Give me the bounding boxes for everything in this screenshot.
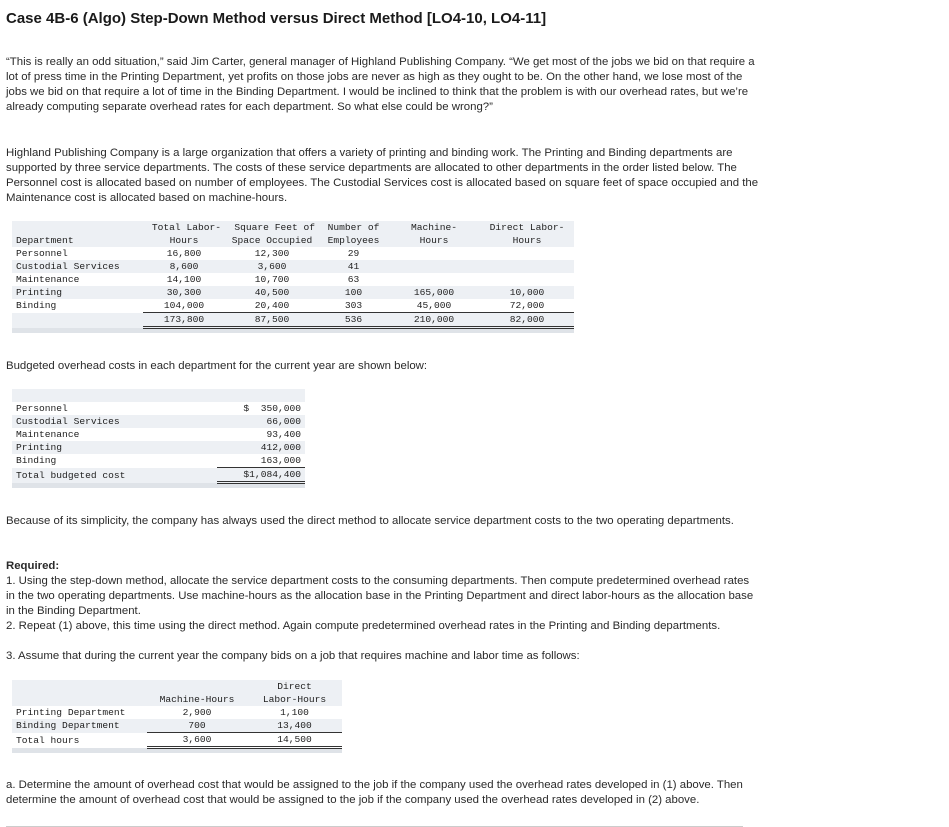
direct-labor-cell bbox=[480, 260, 574, 273]
totals-row bbox=[12, 733, 342, 748]
required-heading: Required: bbox=[6, 560, 60, 572]
header-cell: Department bbox=[12, 234, 143, 247]
budget-value: 66,000 bbox=[217, 415, 305, 428]
budget-label: Maintenance bbox=[16, 429, 80, 440]
machine-hours-cell bbox=[388, 273, 480, 286]
employees-cell: 29 bbox=[347, 248, 360, 259]
table-row bbox=[12, 299, 574, 313]
direct-labor-cell: 10,000 bbox=[480, 286, 574, 299]
table-row bbox=[12, 428, 305, 441]
total-employees: 536 bbox=[319, 313, 388, 328]
budget-total-label: Total budgeted cost bbox=[12, 468, 217, 483]
budget-label: Personnel bbox=[16, 403, 68, 414]
header-cell: Space Occupied bbox=[225, 234, 319, 247]
table-row bbox=[12, 402, 305, 415]
header-cell: Hours bbox=[480, 234, 574, 247]
machine-hours-cell: 45,000 bbox=[388, 299, 480, 313]
header-cell: Labor-Hours bbox=[247, 693, 342, 706]
dept-label: Binding bbox=[16, 300, 57, 312]
budget-value: 163,000 bbox=[217, 454, 305, 468]
table-row bbox=[12, 247, 574, 260]
header-top-cell: Direct Labor- bbox=[480, 221, 574, 234]
direct-labor-cell: 72,000 bbox=[480, 299, 574, 313]
header-top-cell: Direct bbox=[247, 680, 342, 693]
sqft-cell: 20,400 bbox=[225, 299, 319, 313]
employees-cell: 63 bbox=[347, 274, 360, 285]
machine-hours-cell bbox=[388, 260, 480, 273]
job-label: Printing Department bbox=[16, 707, 126, 718]
required-2: 2. Repeat (1) above, this time using the direct method. Again compute predetermined overhead rates in the Printing and Binding departments. bbox=[6, 620, 721, 632]
table-row bbox=[12, 441, 305, 454]
budget-intro: Budgeted overhead costs in each department for the current year are shown below: bbox=[6, 360, 428, 372]
direct-method-note: Because of its simplicity, the company has always used the direct method to allocate service department costs to the two operating departments. bbox=[6, 515, 734, 527]
dept-label: Personnel bbox=[16, 248, 68, 259]
header-top-cell: Number of bbox=[319, 221, 388, 234]
header-top-cell: Total Labor- bbox=[143, 221, 225, 234]
total-machine-hours: 210,000 bbox=[388, 313, 480, 328]
table-row bbox=[12, 415, 305, 428]
job-total-machine-hours: 3,600 bbox=[147, 733, 247, 748]
header-cell: Employees bbox=[319, 234, 388, 247]
table-row bbox=[12, 273, 574, 286]
table-row bbox=[12, 260, 574, 273]
job-total-labor-hours: 14,500 bbox=[247, 733, 342, 748]
department-data-table bbox=[12, 221, 574, 333]
job-label: Binding Department bbox=[12, 719, 147, 733]
budget-label: Binding bbox=[16, 455, 57, 467]
header-top-cell: Square Feet of bbox=[225, 221, 319, 234]
employees-cell: 303 bbox=[319, 299, 388, 313]
dept-label: Printing bbox=[12, 286, 143, 299]
labor-hours-cell: 104,000 bbox=[143, 299, 225, 313]
budget-value: 412,000 bbox=[217, 441, 305, 454]
header-cell: Hours bbox=[143, 234, 225, 247]
table-row bbox=[12, 719, 342, 733]
job-total-label: Total hours bbox=[16, 734, 80, 746]
part-a: a. Determine the amount of overhead cost that would be assigned to the job if the company used the overhead rates developed in (1) above. Then determine the amount of overhead cost that would be assigned to the job if the company used the overhead rates developed in (2) above. bbox=[6, 779, 743, 806]
machine-hours-cell bbox=[388, 247, 480, 260]
job-hours-table bbox=[12, 680, 342, 753]
table-row bbox=[12, 286, 574, 299]
job-machine-hours: 2,900 bbox=[182, 707, 212, 718]
direct-labor-cell bbox=[480, 247, 574, 260]
total-labor-hours: 173,800 bbox=[143, 313, 225, 328]
direct-labor-cell bbox=[480, 273, 574, 286]
employees-cell: 41 bbox=[319, 260, 388, 273]
sqft-cell: 12,300 bbox=[254, 248, 290, 259]
budget-label: Custodial Services bbox=[12, 415, 217, 428]
table-row bbox=[12, 706, 342, 719]
budget-value: $ 350,000 bbox=[243, 403, 301, 414]
intro-company: Highland Publishing Company is a large organization that offers a variety of printing and binding work. The Printing and Binding departments are supported by three service departments. The costs of these service departments are allocated to other departments in the order listed below. The Personnel cost is allocated based on number of employees. The Custodial Services cost is allocated based on square feet of space occupied and the Maintenance cost is allocated based on machine-hours. bbox=[6, 147, 759, 204]
sqft-cell: 40,500 bbox=[225, 286, 319, 299]
sqft-cell: 10,700 bbox=[254, 274, 290, 285]
sqft-cell: 3,600 bbox=[225, 260, 319, 273]
required-1: 1. Using the step-down method, allocate the service department costs to the consuming departments. Then compute predetermined overhead rates in the two operating departments. Use machine-hours as the allocation base in the Printing Department and direct labor-hours as the allocation base in the Binding Department. bbox=[6, 575, 754, 617]
page-title: Case 4B-6 (Algo) Step-Down Method versus Direct Method [LO4-10, LO4-11] bbox=[6, 10, 547, 27]
header-cell: Hours bbox=[388, 234, 480, 247]
header-cell: Machine-Hours bbox=[147, 693, 247, 706]
employees-cell: 100 bbox=[319, 286, 388, 299]
labor-hours-cell: 30,300 bbox=[143, 286, 225, 299]
budget-total-value: $1,084,400 bbox=[217, 468, 305, 483]
totals-row bbox=[12, 468, 305, 483]
dept-label: Custodial Services bbox=[12, 260, 143, 273]
job-labor-hours: 1,100 bbox=[280, 707, 309, 718]
labor-hours-cell: 16,800 bbox=[166, 248, 202, 259]
machine-hours-cell: 165,000 bbox=[388, 286, 480, 299]
required-3: 3. Assume that during the current year the company bids on a job that requires machine and labor time as follows: bbox=[6, 650, 580, 662]
labor-hours-cell: 14,100 bbox=[166, 274, 202, 285]
dept-label: Maintenance bbox=[16, 274, 80, 285]
header-top-cell bbox=[12, 221, 143, 234]
total-direct-labor: 82,000 bbox=[480, 313, 574, 328]
total-sqft: 87,500 bbox=[225, 313, 319, 328]
header-top-cell: Machine- bbox=[388, 221, 480, 234]
budget-value: 93,400 bbox=[266, 429, 301, 440]
labor-hours-cell: 8,600 bbox=[143, 260, 225, 273]
table-row bbox=[12, 454, 305, 468]
job-labor-hours: 13,400 bbox=[247, 719, 342, 733]
job-machine-hours: 700 bbox=[147, 719, 247, 733]
intro-quote: “This is really an odd situation,” said Jim Carter, general manager of Highland Publishing Company. “We get most of the jobs we bid on that require a lot of press time in the Printing Department, yet profits on those jobs are never as high as they ought to be. On the other hand, we lose most of the jobs we bid on that require a lot of time in the Binding Department. I would be inclined to think that the problem is with our overhead rates, but we’re already computing separate overhead rates for each department. So what else could be wrong?” bbox=[6, 56, 755, 113]
totals-row bbox=[12, 313, 574, 328]
budget-table bbox=[12, 389, 305, 488]
budget-label: Printing bbox=[12, 441, 217, 454]
